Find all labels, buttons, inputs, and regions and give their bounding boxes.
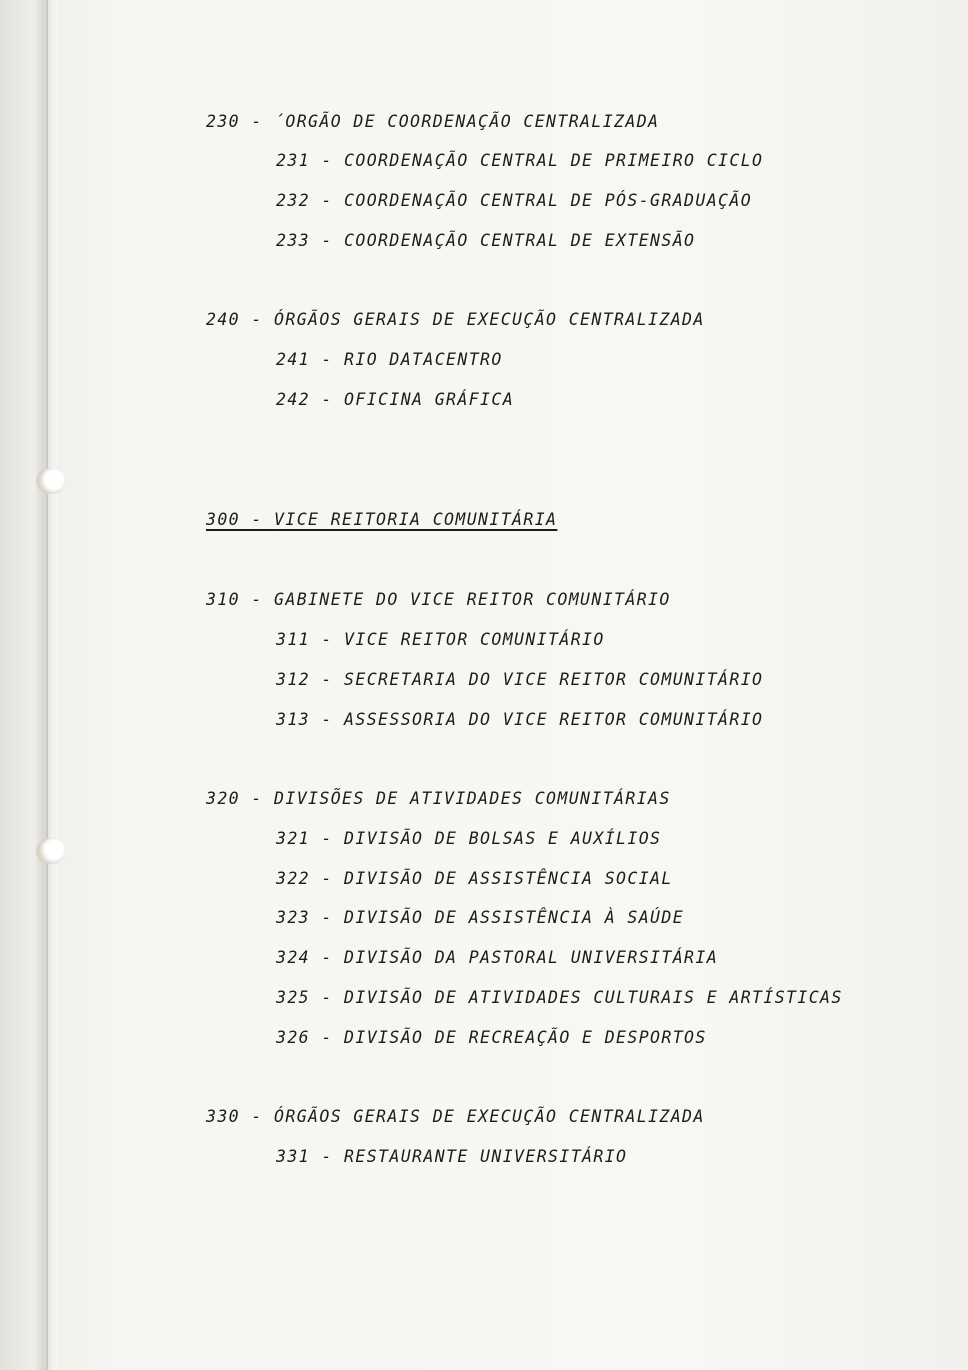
entry-323: 323 - DIVISÃO DE ASSISTÊNCIA À SAÚDE — [276, 908, 685, 927]
entry-241: 241 - RIO DATACENTRO — [276, 350, 503, 369]
entry-324: 324 - DIVISÃO DA PASTORAL UNIVERSITÁRIA — [276, 948, 719, 967]
entry-320: 320 - DIVISÕES DE ATIVIDADES COMUNITÁRIAS — [206, 789, 671, 808]
section-heading-300: 300 - VICE REITORIA COMUNITÁRIA — [206, 510, 558, 529]
entry-233: 233 - COORDENAÇÃO CENTRAL DE EXTENSÃO — [276, 231, 696, 250]
entry-313: 313 - ASSESSORIA DO VICE REITOR COMUNITÁRIO — [276, 710, 764, 729]
entry-331: 331 - RESTAURANTE UNIVERSITÁRIO — [276, 1147, 628, 1166]
entry-321: 321 - DIVISÃO DE BOLSAS E AUXÍLIOS — [276, 829, 662, 848]
entry-242: 242 - OFICINA GRÁFICA — [276, 390, 515, 409]
entry-325: 325 - DIVISÃO DE ATIVIDADES CULTURAIS E ARTÍSTICAS — [276, 988, 843, 1007]
entry-330: 330 - ÓRGÃOS GERAIS DE EXECUÇÃO CENTRALIZADA — [206, 1107, 705, 1126]
entry-230: 230 - ´ORGÃO DE COORDENAÇÃO CENTRALIZADA — [206, 112, 660, 131]
entry-322: 322 - DIVISÃO DE ASSISTÊNCIA SOCIAL — [276, 869, 673, 888]
entry-231: 231 - COORDENAÇÃO CENTRAL DE PRIMEIRO CICLO — [276, 151, 764, 170]
entry-232: 232 - COORDENAÇÃO CENTRAL DE PÓS-GRADUAÇÃO — [276, 191, 753, 210]
fold-line — [46, 0, 48, 1370]
binding-edge — [0, 0, 58, 1370]
entry-240: 240 - ÓRGÃOS GERAIS DE EXECUÇÃO CENTRALIZADA — [206, 310, 705, 329]
punch-hole-icon — [40, 468, 66, 494]
entry-311: 311 - VICE REITOR COMUNITÁRIO — [276, 630, 605, 649]
entry-310: 310 - GABINETE DO VICE REITOR COMUNITÁRIO — [206, 590, 671, 609]
entry-312: 312 - SECRETARIA DO VICE REITOR COMUNITÁRIO — [276, 670, 764, 689]
punch-hole-icon — [40, 838, 66, 864]
entry-326: 326 - DIVISÃO DE RECREAÇÃO E DESPORTOS — [276, 1028, 707, 1047]
